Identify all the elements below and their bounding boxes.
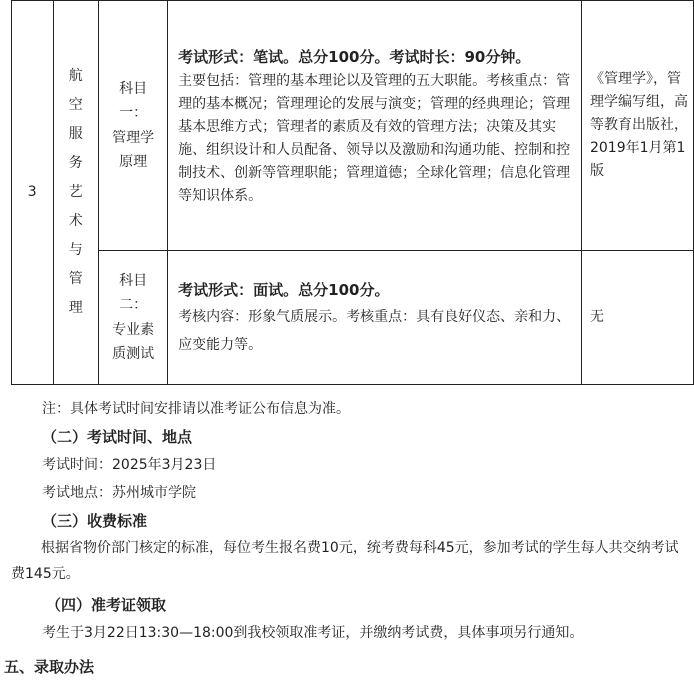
subject-description: 主要包括：管理的基本理论以及管理的五大职能。考核重点：管理的基本概况；管理理论的发展与演变；管理的经典理论；管理基本思维方式；管理者的素质及有效的管理方法；决策及其实施、组织设计和人员配备、领导以及激励和沟通功能、控制和控制技术、创新等管理职能；管理道德；全球化管理；信息化管理等知识体系。 [178, 72, 571, 204]
subject-name [99, 1, 168, 251]
major-name-char: 术 [68, 213, 83, 229]
subject-content [168, 251, 582, 385]
subject-description: 考核内容：形象气质展示。考核重点：具有良好仪态、亲和力、应变能力等。 [178, 308, 571, 353]
subject-name-line: 二： [119, 297, 148, 313]
major-name-char: 艺 [68, 184, 83, 200]
major-name-char: 航 [68, 68, 83, 84]
major-name [53, 1, 99, 385]
subject-reference-book: 无 [581, 251, 693, 385]
subject-exam-format: 考试形式：面试。总分100分。 [178, 280, 390, 299]
exam-note: 注：具体考试时间安排请以准考证公布信息为准。 [42, 401, 350, 417]
major-name-char: 与 [68, 242, 83, 258]
section-heading: （三）收费标准 [42, 512, 148, 530]
major-name-char: 空 [68, 97, 83, 113]
major-name-char: 服 [68, 126, 83, 142]
subject-name-line: 一： [119, 105, 148, 121]
table-row [12, 251, 694, 385]
subject-name-lines [99, 269, 167, 367]
exam-subject-table [11, 0, 694, 385]
major-name-chars [54, 62, 99, 323]
major-name-char: 管 [68, 271, 83, 287]
subject-name-line: 管理学 [112, 129, 155, 146]
subject-name-line: 质测试 [112, 346, 155, 362]
subject-name-line: 原理 [119, 154, 148, 170]
subject-content [168, 1, 582, 251]
exam-time: 考试时间：2025年3月23日 [42, 457, 217, 473]
subject-reference-book: 《管理学》，管理学编写组，高等教育出版社，2019年1月第1版 [581, 1, 693, 251]
table-row [12, 1, 694, 251]
subject-name-line: 专业素 [112, 321, 155, 338]
subject-exam-format: 考试形式：笔试。总分100分。考试时长：90分钟。 [178, 47, 531, 66]
section-heading: （二）考试时间、地点 [42, 428, 193, 446]
ticket-paragraph: 考生于3月22日13:30—18:00到我校领取准考证，并缴纳考试费，具体事项另行通知。 [42, 625, 584, 641]
subject-name-line: 科目 [119, 80, 148, 97]
fee-paragraph: 根据省物价部门核定的标准，每位考生报名费10元，统考费每科45元，参加考试的学生每人共交纳考试费145元。 [11, 540, 679, 582]
exam-location: 考试地点：苏州城市学院 [42, 485, 196, 501]
major-name-char: 务 [68, 155, 83, 171]
subject-name-lines [99, 77, 167, 175]
major-name-char: 理 [68, 300, 83, 316]
subject-name-line: 科目 [119, 272, 148, 289]
section-heading: （四）准考证领取 [46, 596, 167, 614]
row-number: 3 [12, 1, 54, 385]
subject-name [99, 251, 168, 385]
section-heading: 五、录取办法 [4, 658, 95, 676]
notes-section [4, 395, 691, 681]
